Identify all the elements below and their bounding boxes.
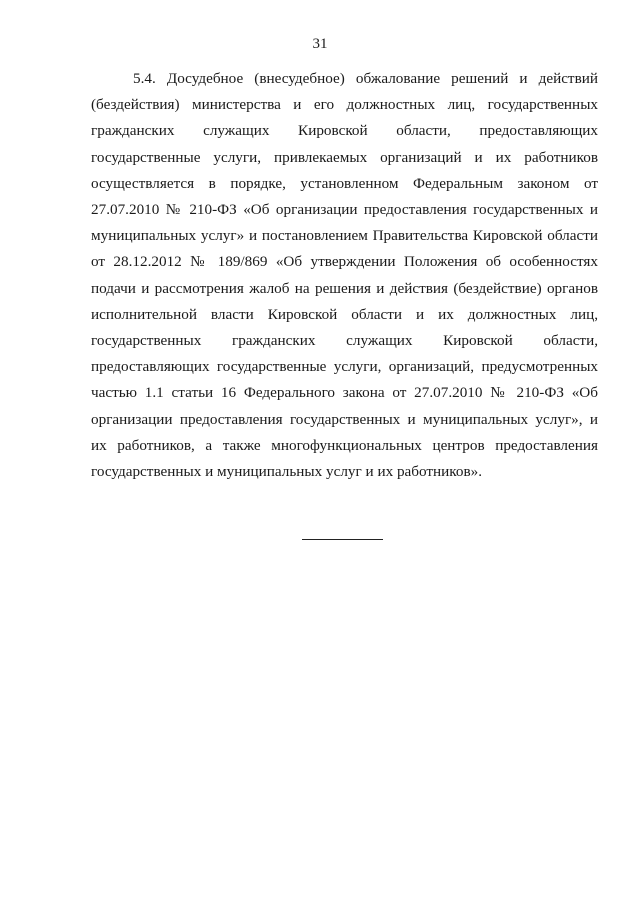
paragraph-line: государственных и муниципальных услуг и их работников». — [91, 463, 483, 481]
paragraph-line: осуществляется в порядке, установленном Федеральным законом от — [91, 174, 598, 192]
paragraph-line: организации предоставления государственных и муниципальных услуг», и — [91, 410, 598, 428]
paragraph-line: государственные услуги, привлекаемых организаций и их работников — [91, 148, 598, 166]
paragraph-line: (бездействия) министерства и его должностных лиц, государственных — [91, 96, 598, 114]
paragraph-line: 5.4. Досудебное (внесудебное) обжалование решений и действий — [133, 70, 598, 87]
paragraph-line: их работников, а также многофункциональных центров предоставления — [91, 436, 598, 454]
paragraph-line: подачи и рассмотрения жалоб на решения и действия (бездействие) органов — [91, 279, 598, 297]
page-number: 31 — [312, 36, 328, 52]
paragraph-line: от 28.12.2012 № 189/869 «Об утверждении Положения об особенностях — [91, 253, 598, 271]
paragraph-line: частью 1.1 статьи 16 Федерального закона от 27.07.2010 № 210-ФЗ «Об — [91, 384, 598, 402]
paragraph-line: гражданских служащих Кировской области, предоставляющих — [91, 122, 598, 140]
paragraph-line: государственных гражданских служащих Кировской области, — [91, 332, 598, 350]
paragraph-line: исполнительной власти Кировской области и их должностных лиц, — [91, 305, 598, 323]
end-divider — [302, 539, 383, 540]
paragraph-line: муниципальных услуг» и постановлением Правительства Кировской области — [91, 227, 598, 245]
paragraph-5-4 — [91, 66, 598, 485]
paragraph-line: 27.07.2010 № 210-ФЗ «Об организации предоставления государственных и — [91, 201, 598, 219]
paragraph-line: предоставляющих государственные услуги, организаций, предусмотренных — [91, 358, 598, 376]
